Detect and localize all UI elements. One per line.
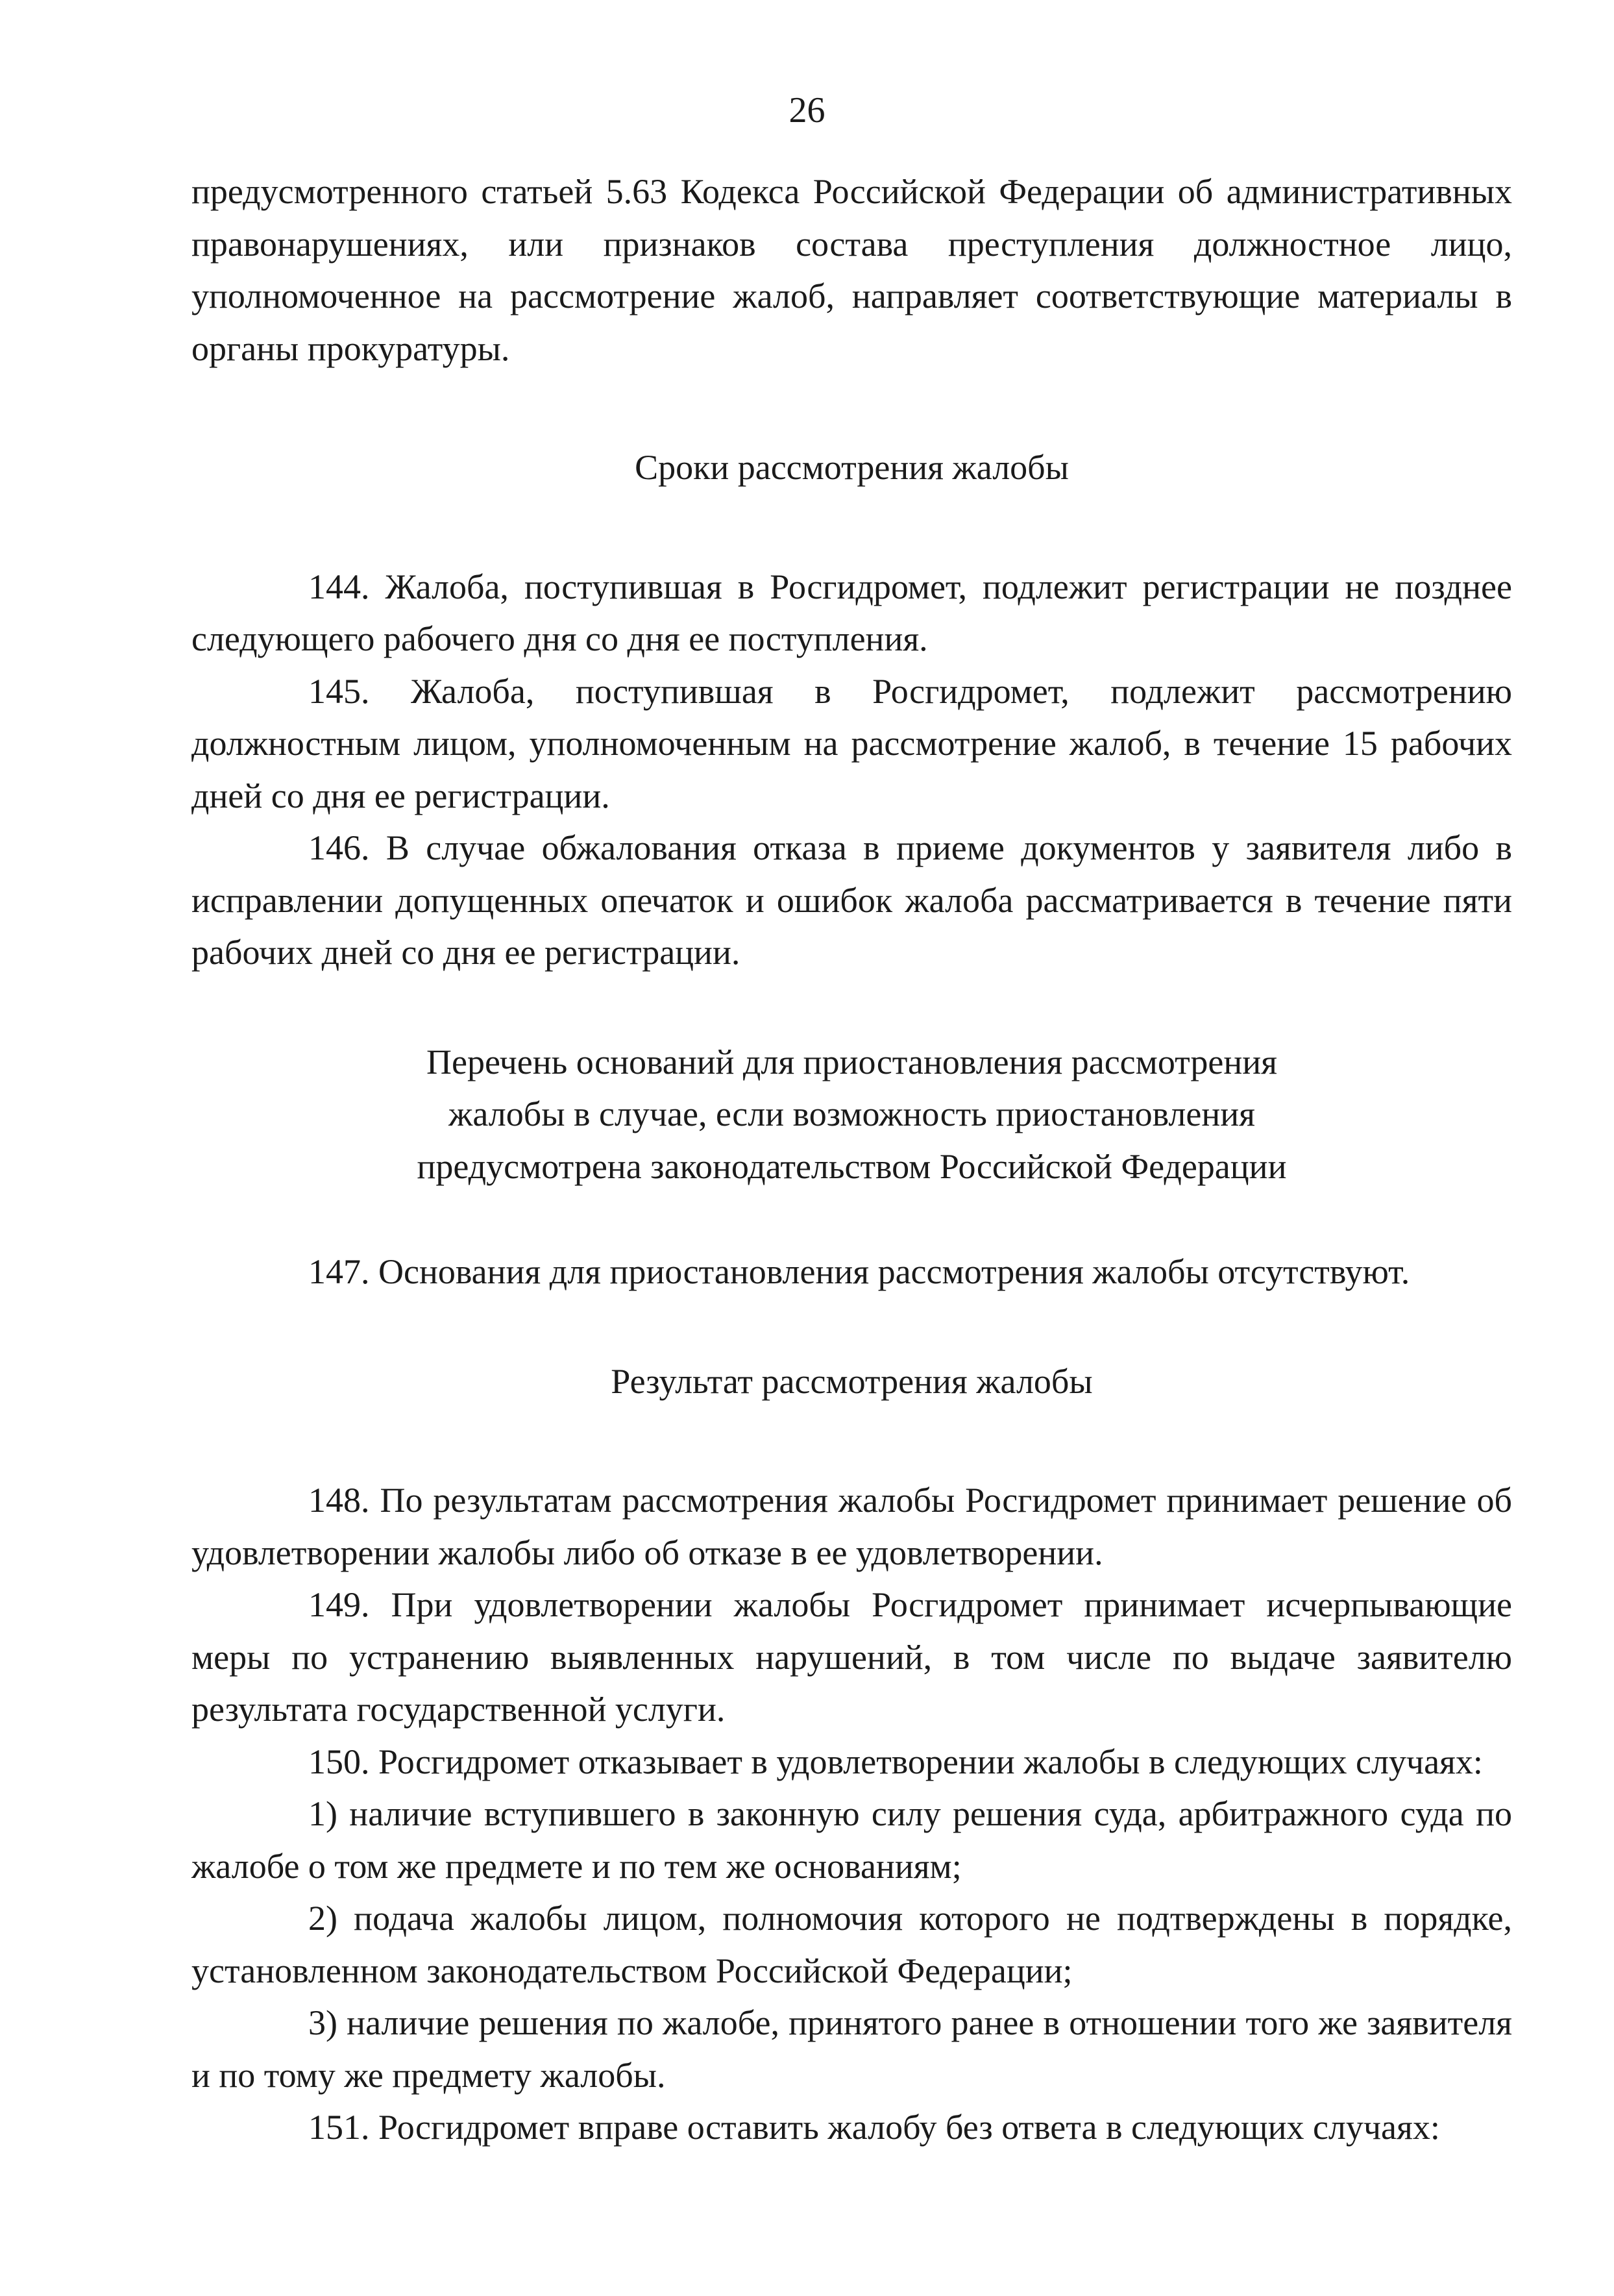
paragraph-146: 146. В случае обжалования отказа в приеме документов у заявителя либо в исправлении допущенных опечаток и ошибок жалоба рассматривается в течение пяти рабочих дней со дня ее регистрации.: [191, 828, 1512, 972]
heading-suspension-line-2: жалобы в случае, если возможность приостановления: [448, 1094, 1255, 1133]
heading-terms: Сроки рассмотрения жалобы: [635, 448, 1069, 487]
paragraph-151: 151. Росгидромет вправе оставить жалобу без ответа в следующих случаях:: [308, 2108, 1440, 2147]
paragraph-144: 144. Жалоба, поступившая в Росгидромет, подлежит регистрации не позднее следующего рабочего дня со дня ее поступления.: [191, 567, 1512, 658]
paragraph-150-item-2: 2) подача жалобы лицом, полномочия которого не подтверждены в порядке, установленном законодательством Российской Федерации;: [191, 1899, 1512, 1990]
paragraph-147: 147. Основания для приостановления рассмотрения жалобы отсутствуют.: [308, 1252, 1410, 1291]
paragraph-149: 149. При удовлетворении жалобы Росгидромет принимает исчерпывающие меры по устранению выявленных нарушений, в том числе по выдаче заявителю результата государственной услуги.: [191, 1585, 1512, 1729]
heading-suspension-line-1: Перечень оснований для приостановления рассмотрения: [426, 1042, 1277, 1081]
paragraph-150: 150. Росгидромет отказывает в удовлетворении жалобы в следующих случаях:: [308, 1742, 1483, 1781]
paragraph-145: 145. Жалоба, поступившая в Росгидромет, подлежит рассмотрению должностным лицом, уполномоченным на рассмотрение жалоб, в течение 15 рабочих дней со дня ее регистрации.: [191, 671, 1512, 815]
paragraph-150-item-3: 3) наличие решения по жалобе, принятого ранее в отношении того же заявителя и по тому же предмету жалобы.: [191, 2003, 1512, 2095]
heading-suspension: [191, 1036, 1512, 1193]
page-number: 26: [789, 90, 825, 130]
document-body: [191, 166, 1512, 2154]
paragraph-intro: предусмотренного статьей 5.63 Кодекса Российской Федерации об административных правонарушениях, или признаков состава преступления должностное лицо, уполномоченное на рассмотрение жалоб, направляет соответствующие материалы в органы прокуратуры.: [191, 172, 1512, 368]
heading-result: Результат рассмотрения жалобы: [611, 1361, 1093, 1401]
paragraph-150-item-1: 1) наличие вступившего в законную силу решения суда, арбитражного суда по жалобе о том же предмете и по тем же основаниям;: [191, 1794, 1512, 1886]
paragraph-148: 148. По результатам рассмотрения жалобы Росгидромет принимает решение об удовлетворении жалобы либо об отказе в ее удовлетворении.: [191, 1481, 1512, 1572]
heading-suspension-line-3: предусмотрена законодательством Российской Федерации: [417, 1146, 1287, 1186]
